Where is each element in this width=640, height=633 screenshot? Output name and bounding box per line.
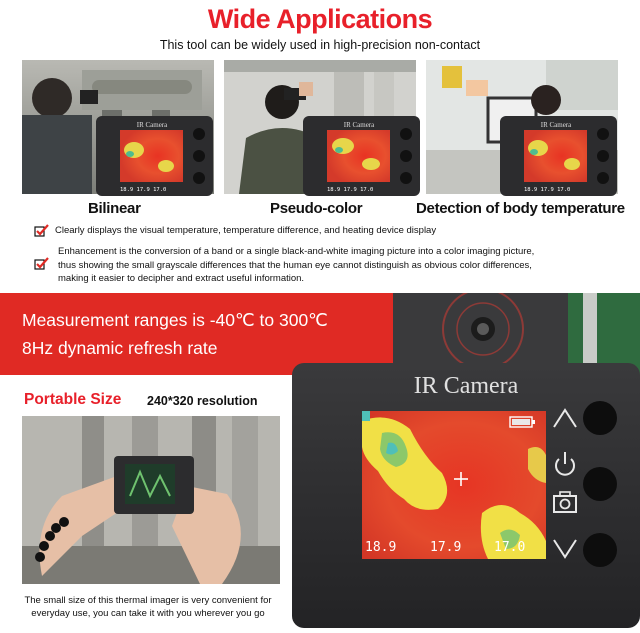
resolution-label: 240*320 resolution [147,394,258,408]
svg-text:18.9 17.9 17.0: 18.9 17.9 17.0 [120,187,167,193]
checkbox-checked-icon [34,224,49,237]
portable-title: Portable Size [24,391,122,408]
camera-icon[interactable] [552,490,578,519]
portable-desc-line2: everyday use, you can take it with you wherever you go [31,608,265,619]
caption-body-temperature: Detection of body temperature [416,200,625,217]
bullet-text: making it easier to decipher and extract useful information. [58,273,305,284]
spec-range: Measurement ranges is -40℃ to 300℃ [22,310,328,330]
ir-camera-device-small [96,116,213,196]
device-label: IR Camera [413,373,519,399]
power-icon[interactable] [552,450,578,483]
svg-text:18.9 17.9 17.0: 18.9 17.9 17.0 [327,187,374,193]
bullet-item [34,224,436,237]
temp-reading-3: 17.0 [494,540,526,555]
bullet-text: Clearly displays the visual temperature, temperature difference, and heating device display [55,225,437,236]
checkbox-checked-icon [34,257,49,275]
svg-text:IR Camera: IR Camera [136,121,168,129]
page-subtitle: This tool can be widely used in high-precision non-contact [159,38,481,52]
portable-hand-photo [22,416,280,584]
bullet-item [34,245,534,258]
spec-refresh: 8Hz dynamic refresh rate [22,338,218,358]
ir-camera-device-small [500,116,617,196]
caption-bilinear: Bilinear [88,200,141,217]
portable-desc-line1: The small size of this thermal imager is very convenient for [24,595,272,606]
svg-text:IR Camera: IR Camera [540,121,572,129]
ir-camera-device-small [303,116,420,196]
chevron-up-icon[interactable] [552,407,578,434]
caption-pseudo-color: Pseudo-color [270,200,363,217]
ir-camera-device-large [292,363,640,628]
bullet-text: thus showing the small grayscale differences that the human eye cannot distinguish as obvious color differences, [58,260,532,271]
temp-reading-1: 18.9 [365,540,397,555]
page-title: Wide Applications [207,4,433,34]
temp-reading-2: 17.9 [430,540,462,555]
svg-text:IR Camera: IR Camera [343,121,375,129]
chevron-down-icon[interactable] [552,538,578,565]
svg-text:18.9 17.9 17.0: 18.9 17.9 17.0 [524,187,571,193]
bullet-text: Enhancement is the conversion of a band or a single black-and-white imaging picture into a color imaging picture, [58,246,535,257]
